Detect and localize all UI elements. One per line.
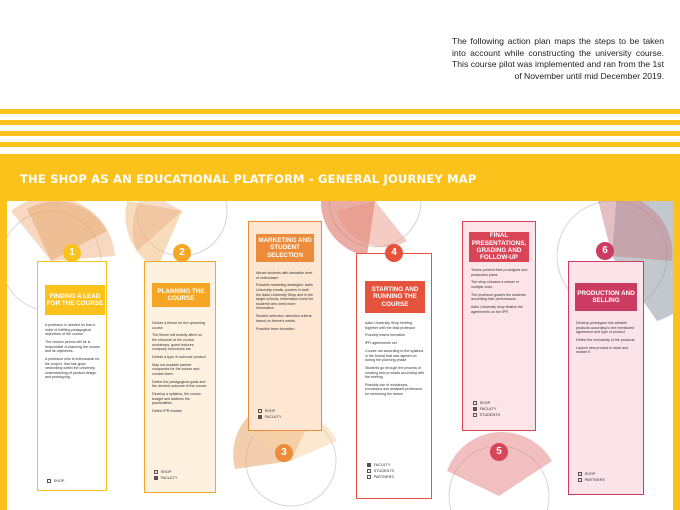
step-2-title: PLANNING THE COURSE: [152, 283, 210, 307]
step-4-item: Aalto University Shop briefing together with the lead professor: [365, 321, 416, 330]
step-3-legend: [258, 408, 281, 420]
checkbox-icon: [473, 401, 477, 405]
step-1-body: [45, 323, 101, 383]
step-3-badge: 3: [275, 444, 293, 462]
legend-label: STUDENTS: [373, 469, 395, 473]
legend-label: SHOP: [53, 479, 65, 483]
checkbox-icon: [473, 413, 477, 417]
step-2-body: [152, 321, 208, 417]
step-4-item: Students go through the process of creating new products according with the briefing: [365, 365, 425, 380]
step-5-body: [471, 268, 529, 318]
checkbox-icon: [47, 479, 51, 483]
step-2-item: Develop a syllabus, the course budget and address the practicalities: [152, 392, 201, 406]
legend-label: FACULTY: [479, 407, 497, 411]
step-3-body: [256, 271, 314, 334]
step-1-legend: [47, 478, 64, 484]
step-4-item: Possibly teams formation: [365, 333, 406, 338]
step-2-item: Map out possible partner companies for the course and contact them: [152, 362, 200, 376]
checkbox-icon: [578, 478, 582, 482]
step-1-item: The chosen person will be is responsible of planning the course and its objectives.: [45, 339, 100, 354]
step-1-item: A professor is needed for this in order of fulfilling pedagogical objectives of the course.: [45, 323, 96, 337]
checkbox-checked-icon: [258, 415, 262, 419]
checkbox-checked-icon: [367, 463, 371, 467]
step-4-item: Course ran according to the syllabus in the format that was agreed on during the planning phase: [365, 348, 424, 363]
step-5-item: Aalto University shop finalize the agreements on the IPR: [471, 305, 523, 314]
step-6-badge: 6: [596, 242, 614, 260]
step-2-item: The theme will heavily affect on the structure of the course: workshops, guest lectures, company excursions etc.: [152, 333, 203, 352]
legend-label: SHOP: [264, 409, 276, 413]
checkbox-icon: [578, 472, 582, 476]
step-1-title: FINDING A LEAD FOR THE COURSE: [45, 285, 105, 315]
decorative-stripes: [0, 103, 680, 149]
step-6-item: Launch new product in store and market it: [576, 345, 629, 355]
legend-label: SHOP: [479, 401, 491, 405]
legend-label: PARTNERS: [584, 478, 605, 482]
legend-label: FACULTY: [373, 463, 391, 467]
step-5-legend: [473, 400, 500, 418]
step-2-item: Define the pedagogical goals and the desired outcome of the course: [152, 379, 207, 389]
step-5-title: FINAL PRESENTATIONS, GRADING AND FOLLOW-UP: [469, 232, 529, 262]
step-5-item: The shop chooses a winner or multiple ones: [471, 280, 520, 289]
intro-paragraph: The following action plan maps the steps to be taken into account while constructing the university course. This course pilot was implemented and ran from the 1st of November until mid December 2019.: [452, 36, 664, 81]
checkbox-icon: [367, 469, 371, 473]
step-4-legend: [367, 462, 394, 480]
step-5-badge: 5: [490, 443, 508, 461]
checkbox-checked-icon: [154, 476, 158, 480]
step-4-badge: 4: [385, 244, 403, 262]
journey-map-panel: [7, 201, 673, 510]
legend-label: FACULTY: [160, 476, 178, 480]
step-4-title: STARTING AND RUNNING THE COURSE: [365, 281, 425, 313]
step-6-item: Develop prototypes into sellable products according to the mentioned agreement and type of product: [576, 321, 635, 335]
step-2-item: Define IPR models: [152, 409, 182, 414]
step-4-item: IPR agreements set: [365, 341, 397, 346]
legend-label: SHOP: [584, 472, 596, 476]
step-1-item: A professor who is enthusiastic for the project, that has good networking within the university, understanding of product design and prototyping.: [45, 356, 100, 380]
step-6-item: Define the exclusivity of the products: [576, 337, 635, 342]
step-2-legend: [154, 469, 177, 481]
step-6-body: [576, 321, 636, 358]
step-3-item: Student selection: selection criteria based on theme's needs: [256, 314, 312, 323]
step-5-item: The professor grades the students according their performance: [471, 292, 526, 302]
step-3-item: Attract students with desirable level of enthusiasm: [256, 271, 313, 280]
step-6-title: PRODUCTION AND SELLING: [575, 283, 637, 311]
step-2-item: Decide a theme for the upcoming course: [152, 321, 205, 330]
checkbox-icon: [367, 475, 371, 479]
legend-label: PARTNERS: [373, 475, 394, 479]
step-2-badge: 2: [173, 244, 191, 262]
checkbox-icon: [258, 409, 262, 413]
checkbox-icon: [154, 470, 158, 474]
checkbox-checked-icon: [473, 407, 477, 411]
legend-label: STUDENTS: [479, 413, 501, 417]
legend-label: SHOP: [160, 470, 172, 474]
step-3-item: Possible marketing strategies: Aalto University emails, posters in both the Aalto University Shop and in the target schools, information event for students who need more information: [256, 283, 314, 311]
step-3-item: Possible team formation: [256, 326, 295, 331]
step-1-badge: 1: [63, 244, 81, 262]
step-5-item: Teams present their prototypes and production plans: [471, 268, 528, 277]
step-6-legend: [578, 471, 605, 483]
step-4-item: Possibly use of workshops, excursions and assistant professors for mentoring the teams: [365, 382, 423, 397]
step-2-item: Decide a type of outcome product: [152, 354, 206, 359]
legend-label: FACULTY: [264, 415, 282, 419]
step-4-body: [365, 321, 425, 400]
step-3-title: MARKETING AND STUDENT SELECTION: [256, 234, 314, 262]
map-title: THE SHOP AS AN EDUCATIONAL PLATFORM - GENERAL JOURNEY MAP: [20, 172, 477, 186]
